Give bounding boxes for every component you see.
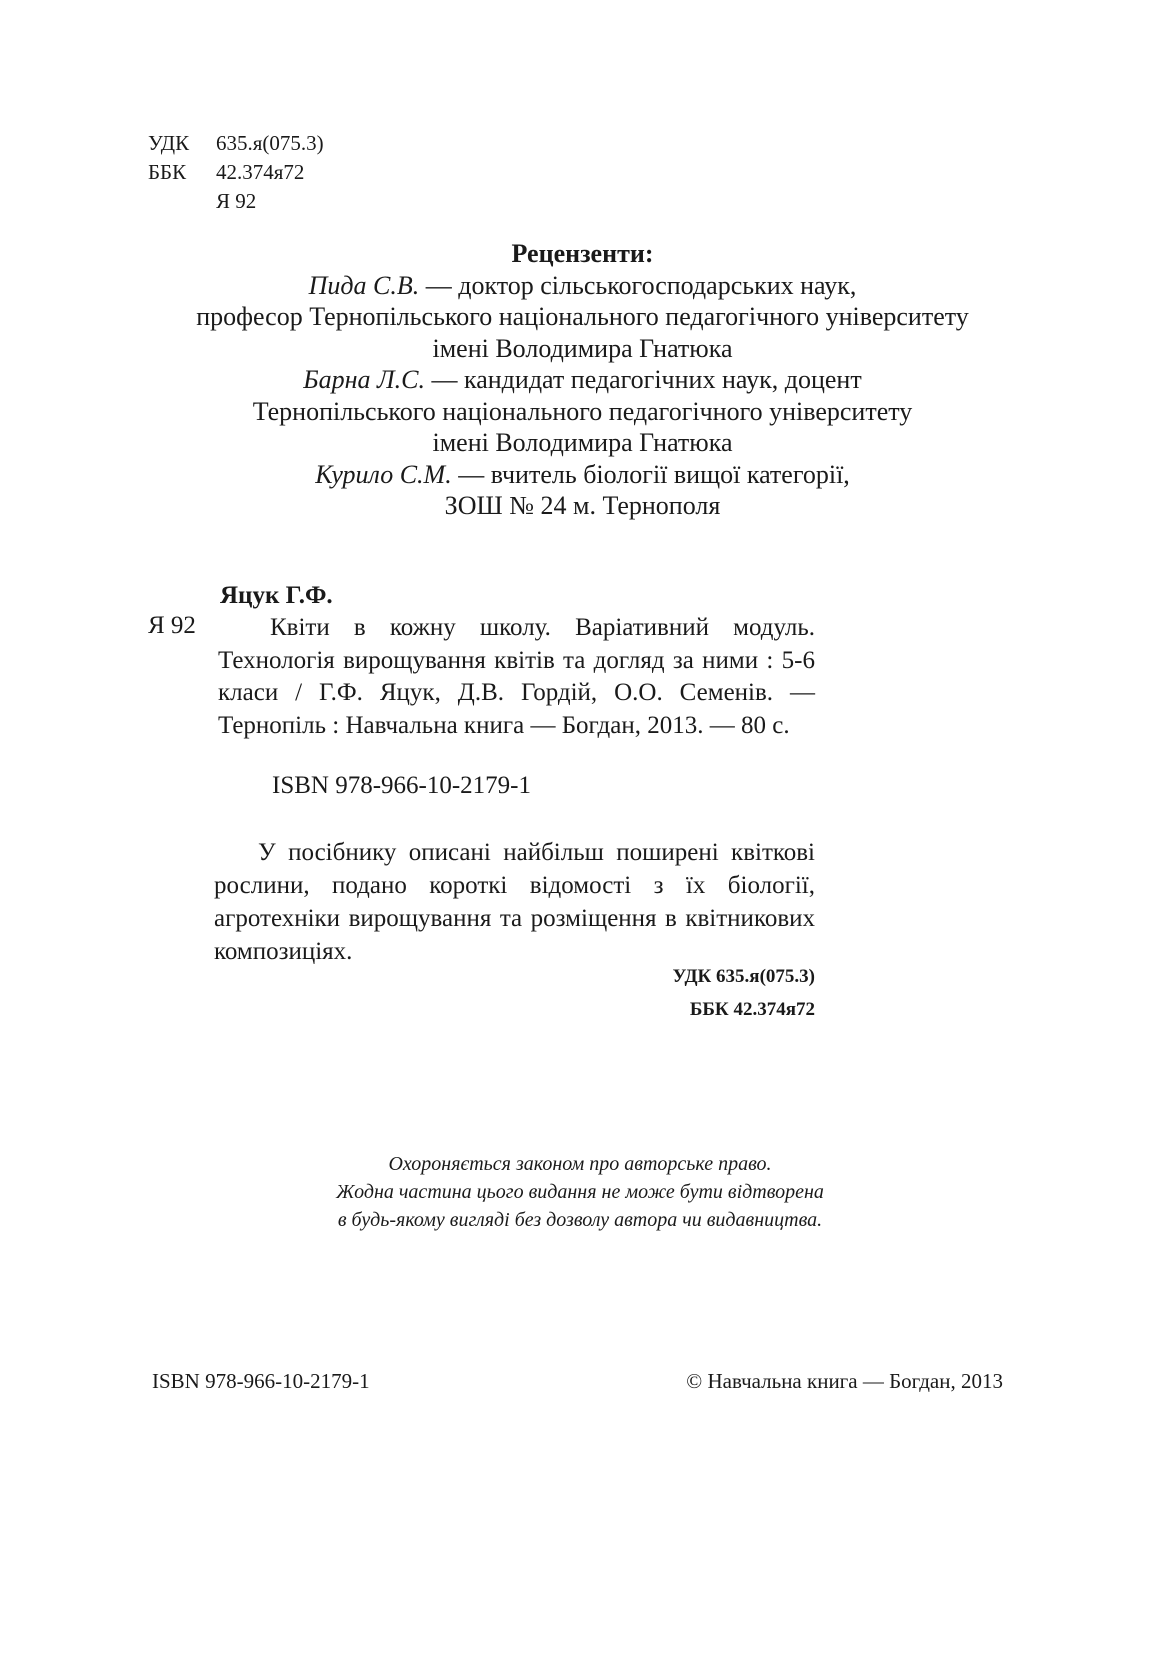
reviewer-entry [100,459,1065,491]
catalog-description [218,612,815,742]
reviewer-name: Пида С.В. [308,270,420,300]
reviewer-line: — доктор сільськогосподарських наук, [419,270,857,300]
footer-isbn: ISBN 978-966-10-2179-1 [152,1369,370,1393]
catalog-annotation [214,836,815,968]
reviewer-entry [100,364,1065,396]
copyright-line: Жодна частина цього видання не може бути відтворена [336,1181,824,1203]
reviewer-line: ЗОШ № 24 м. Тернополя [444,491,721,520]
reviewer-line: — вчитель біології вищої категорії, [451,459,850,489]
reviewer-line: Тернопільського національного педагогічного університету [252,396,913,426]
classification-block [148,129,324,216]
reviewers-title: Рецензенти: [511,239,654,268]
catalog-description-text: Квіти в кожну школу. Варіативний модуль. Технологія вирощування квітів та догляд за ними : 5-6 класи / Г.Ф. Яцук, Д.В. Гордій, О.О. Семенів. — Тернопіль : Навчальна книга — Богдан, 2013. — 80 с. [218,614,815,739]
catalog-udk: УДК 635.я(075.3) [672,966,815,987]
reviewer-name: Барна Л.С. [303,365,425,394]
catalog-isbn: ISBN 978-966-10-2179-1 [272,772,532,799]
reviewers-block [100,238,1065,522]
catalog-author: Яцук Г.Ф. [220,582,333,609]
bbk-value: 42.374я72 [216,160,305,184]
reviewer-entry [100,270,1065,302]
reviewer-line: професор Тернопільського національного педагогічного університету [196,302,969,331]
catalog-annotation-text: У посібнику описані найбільш поширені квіткові рослини, подано короткі відомості з їх біології, агротехніки вирощування та розміщення в квітникових композиціях. [214,839,815,965]
udk-value: 635.я(075.3) [216,131,324,155]
reviewer-name: Курило С.М. [315,459,452,489]
udk-label: УДК [148,131,190,155]
reviewer-line: імені Володимира Гнатюка [432,333,733,363]
bbk-label: ББК [148,160,187,184]
footer-publisher: © Навчальна книга — Богдан, 2013 [686,1369,1003,1393]
reviewer-line: — кандидат педагогічних наук, доцент [424,365,862,394]
copyright-notice [280,1150,880,1234]
copyright-line: Охороняється законом про авторське право. [388,1153,772,1175]
catalog-bbk: ББК 42.374я72 [689,999,815,1020]
catalog-code: Я 92 [148,612,196,639]
copyright-line: в будь-якому вигляді без дозволу автора чи видавництва. [337,1209,823,1231]
author-mark: Я 92 [216,189,257,213]
reviewer-line: імені Володимира Гнатюка [432,428,733,457]
